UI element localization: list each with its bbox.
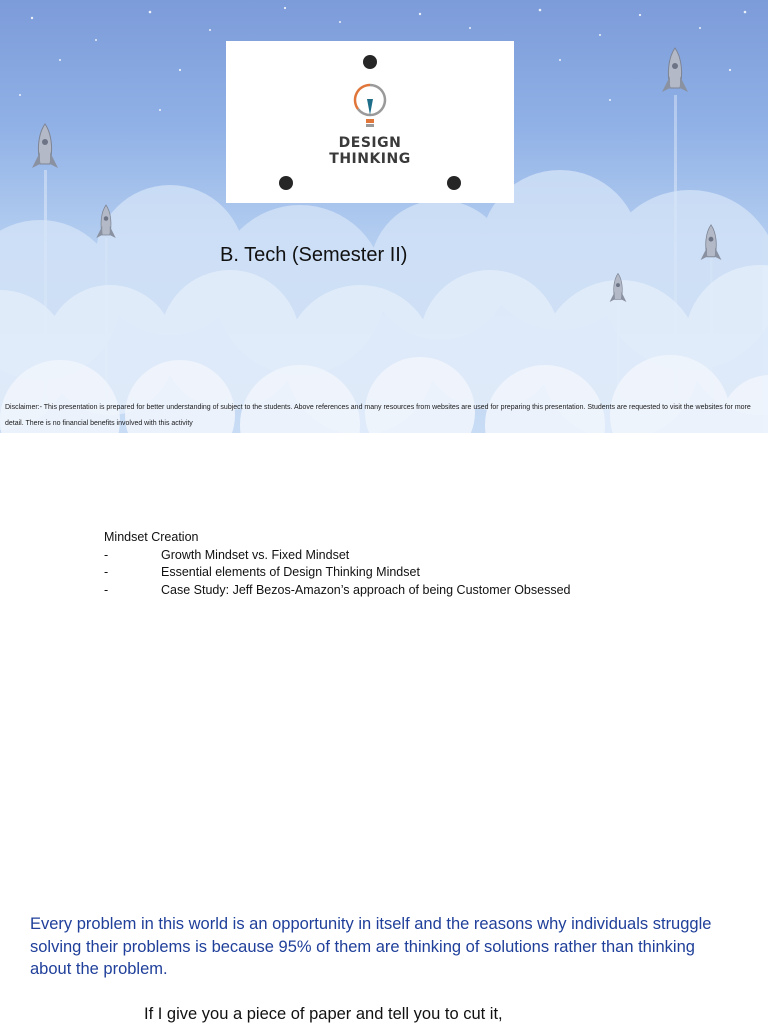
selection-handle: [363, 55, 377, 69]
logo-title-line1: DESIGN: [338, 135, 402, 151]
closing-line: If I give you a piece of paper and tell you to cut it,: [144, 1005, 503, 1023]
title-slide: [0, 0, 768, 433]
list-item-text: Essential elements of Design Thinking Mindset: [161, 565, 420, 579]
rocket-icon: [662, 48, 688, 92]
list-dash: -: [104, 582, 109, 597]
logo-title-line2: THINKING: [329, 151, 411, 167]
selection-handle: [447, 176, 461, 190]
rocket-icon: [32, 124, 58, 168]
lightbulb-icon: [350, 81, 390, 133]
agenda-heading-text: Mindset Creation: [104, 530, 199, 544]
design-thinking-logo-card: [226, 41, 514, 203]
problem-quote: Every problem in this world is an opportunity in itself and the reasons why individuals struggle solving their problems is because 95% of them are thinking of solutions rather than thinking about the problem.: [30, 915, 712, 978]
selection-handle: [279, 176, 293, 190]
list-item-text: Growth Mindset vs. Fixed Mindset: [161, 547, 350, 562]
list-dash: -: [104, 565, 109, 579]
course-subtitle: B. Tech (Semester II): [220, 244, 408, 266]
disclaimer-text: Disclaimer:- This presentation is prepared for better understanding of subject to the students. Above references and many resources from websites are used for preparing this presentation. Students are requested to visit the websites for more detail. There is no financial benefits involved with this activity: [5, 404, 751, 427]
list-item-text: Case Study: Jeff Bezos-Amazon’s approach of being Customer Obsessed: [161, 582, 571, 597]
list-dash: -: [104, 547, 109, 562]
